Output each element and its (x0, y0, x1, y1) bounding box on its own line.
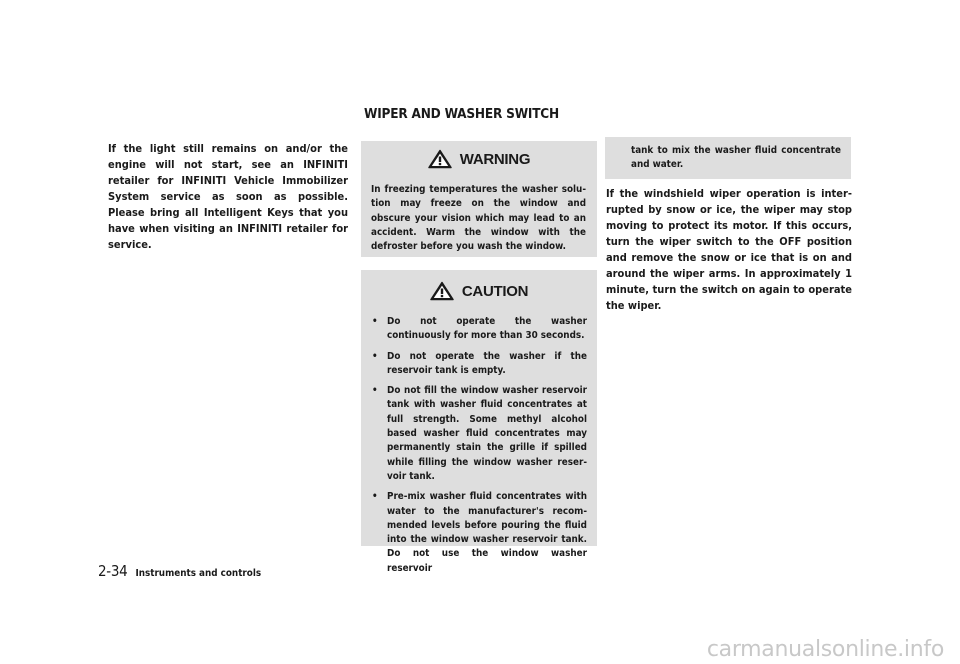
warning-text: In freezing temperatures the washer solu-tion may freeze on the window and obscure your vision which may lead to an accident. Warm the window with the defroster before you wash the window. (371, 184, 586, 253)
caution-header (361, 281, 597, 301)
caution-continued-box (605, 137, 851, 179)
warning-title: WARNING (459, 150, 531, 168)
caution-bullet: • Do not operate the washer continuously for more than 30 seconds. (371, 315, 587, 344)
page-number: 2-34 (98, 562, 128, 580)
right-paragraph: If the windshield wiper operation is inter-rupted by snow or ice, the wiper may stop moving to protect its motor. If this occurs, turn the wiper switch to the OFF position and remove the snow or ice that is on and around the wiper arms. In approximately 1 minute, turn the switch on again to operate the wiper. (606, 187, 852, 312)
warning-triangle-icon (428, 149, 452, 169)
page-footer (98, 562, 261, 580)
caution-bullet: • Do not fill the window washer reservoir tank with washer fluid concentrates at full strength. Some methyl alcohol based washer fluid concentrates may permanently stain the grille if spilled while filling the window washer reser-voir tank. (371, 384, 587, 484)
section-title: WIPER AND WASHER SWITCH (364, 106, 559, 122)
caution-title: CAUTION (461, 282, 529, 300)
watermark: carmanualsonline.info (706, 637, 944, 662)
caution-triangle-icon (430, 281, 454, 301)
warning-header (361, 149, 597, 169)
warning-box (361, 141, 597, 257)
caution-continued-text: tank to mix the washer fluid concentrate and water. (631, 145, 841, 171)
caution-bullet: • Do not operate the washer if the reservoir tank is empty. (371, 350, 587, 379)
left-paragraph: If the light still remains on and/or the engine will not start, see an INFINITI retailer for INFINITI Vehicle Immobilizer System service as soon as possible. Please bring all Intelligent Keys that you have when visiting an INFINITI retailer for service. (108, 142, 348, 251)
caution-box (361, 270, 597, 574)
caution-list (371, 315, 587, 576)
chapter-title: Instruments and controls (135, 568, 262, 579)
caution-bullet: • Pre-mix washer fluid concentrates with water to the manufacturer's recom-mended levels before pouring the fluid into the window washer reservoir tank. Do not use the window washer reservoir (371, 490, 587, 576)
